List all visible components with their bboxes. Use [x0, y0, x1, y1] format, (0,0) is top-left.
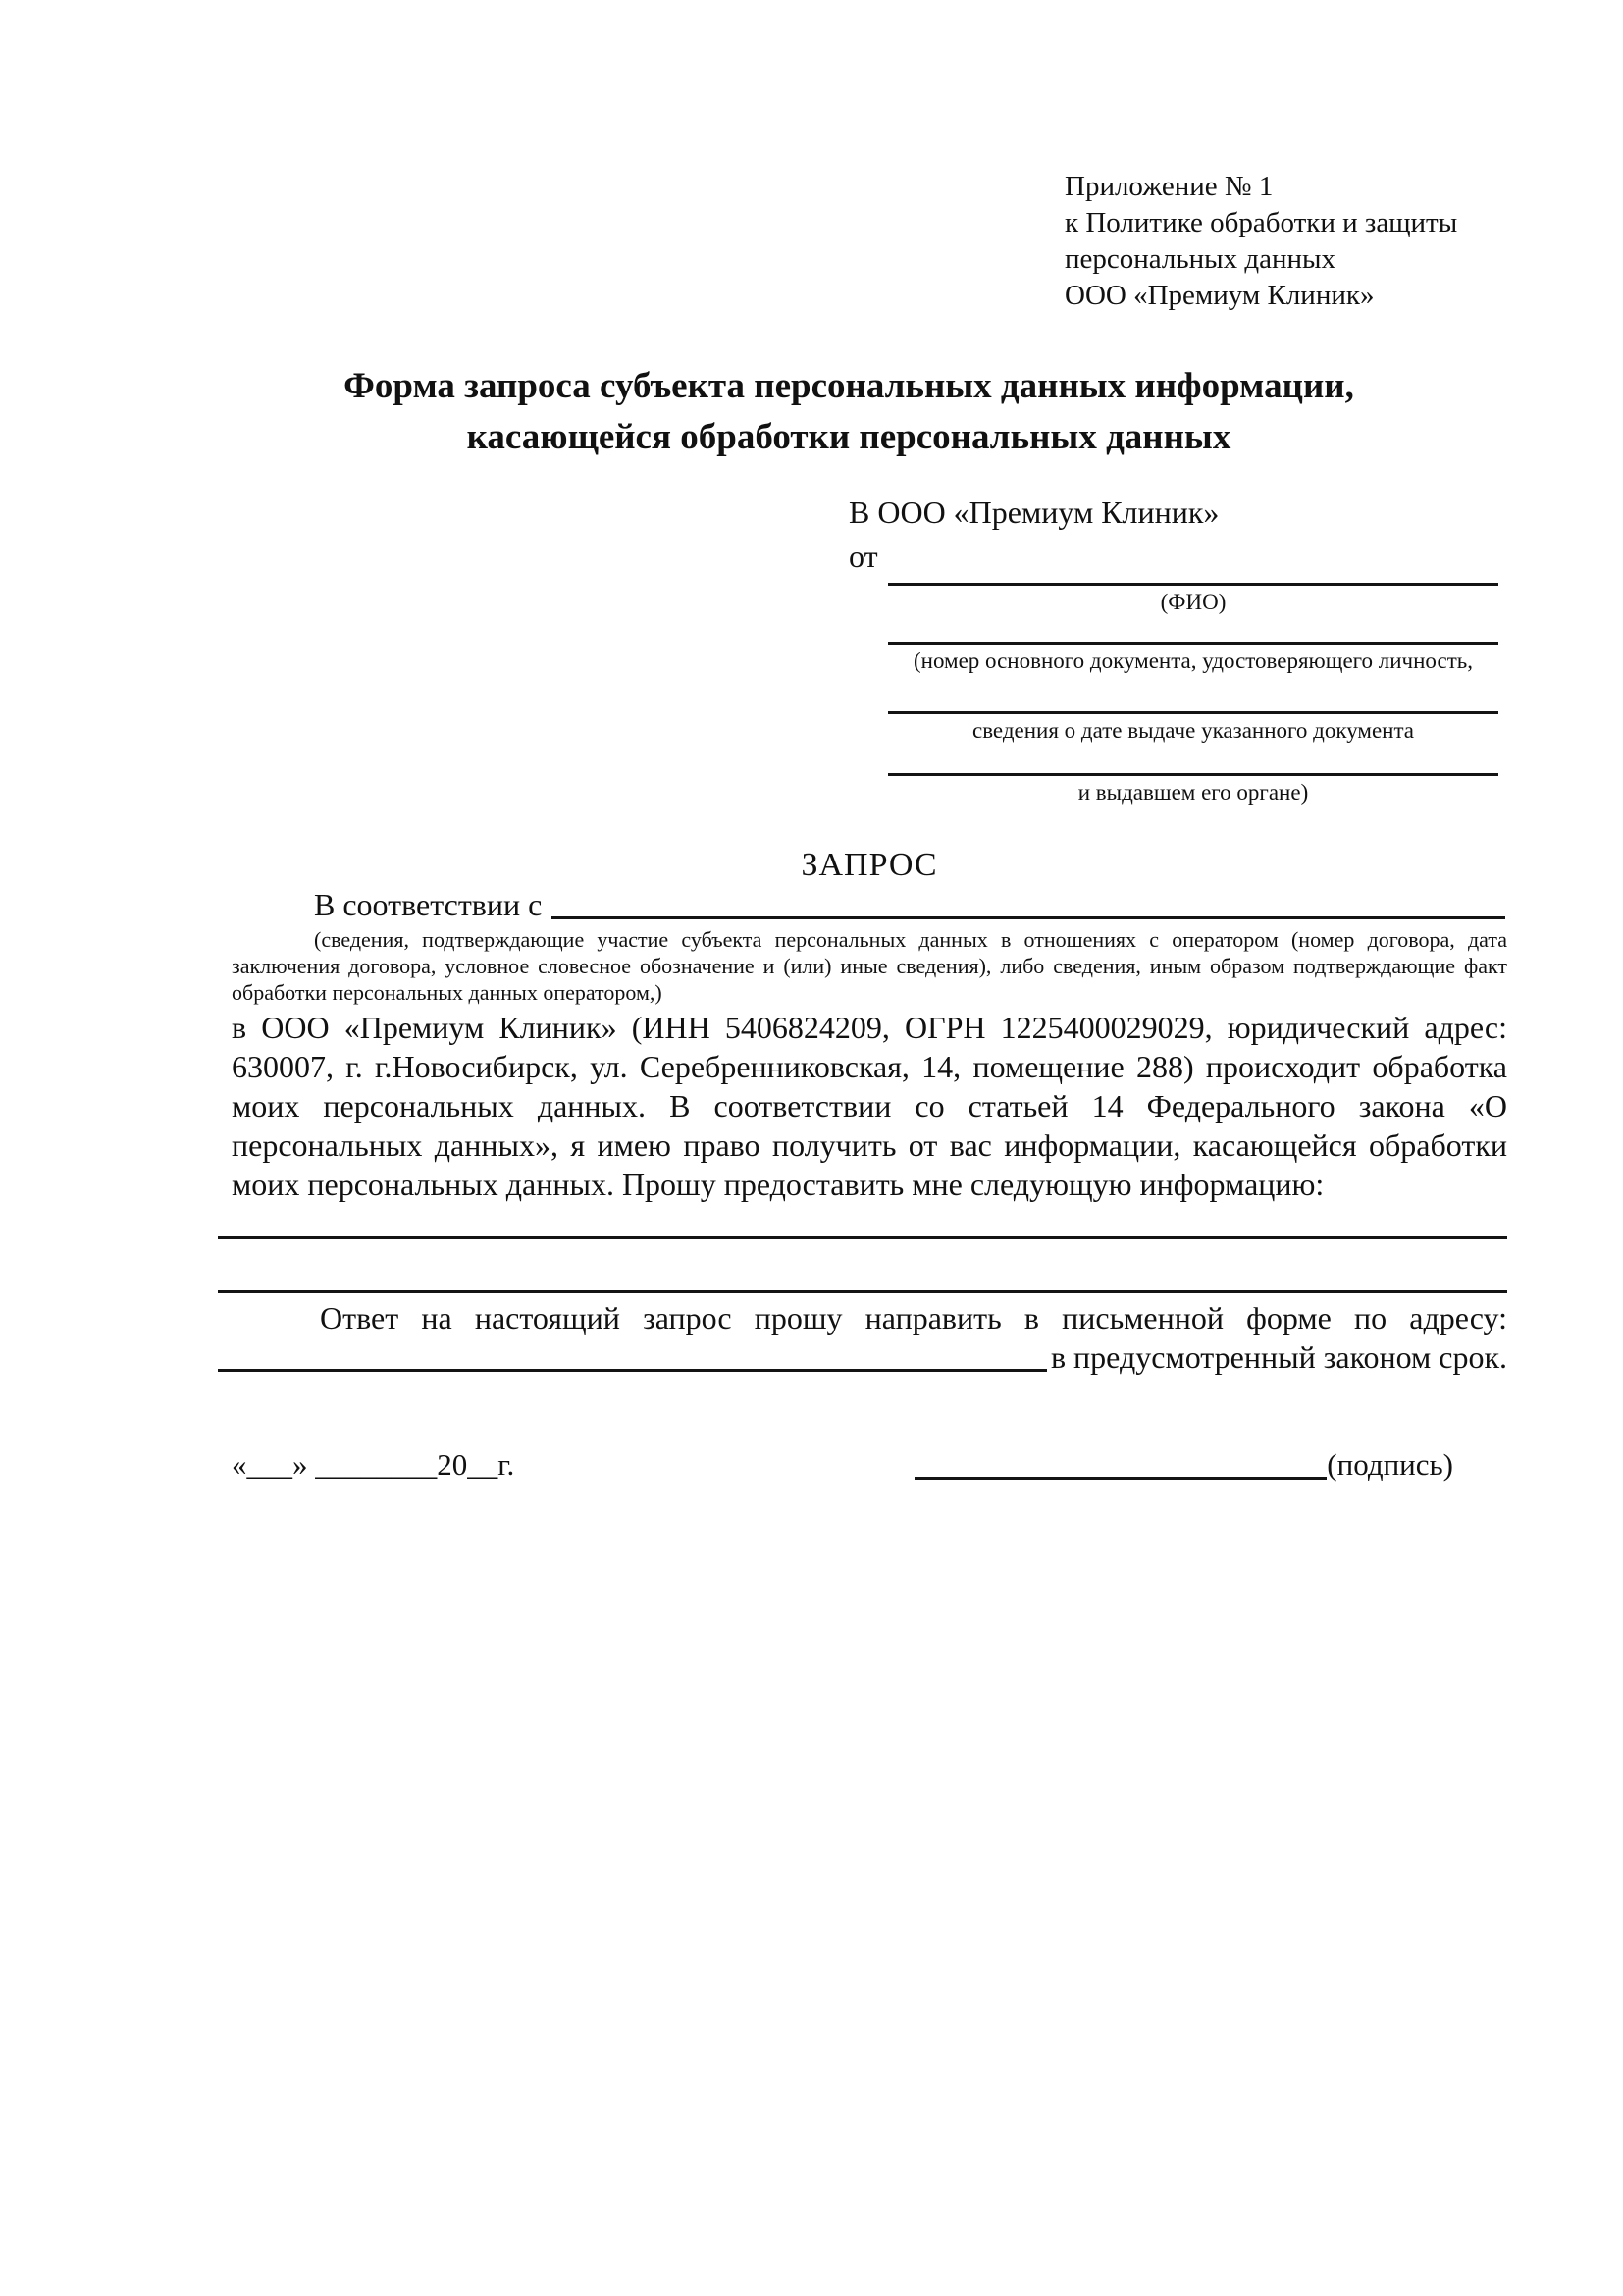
document-title-line: касающейся обработки персональных данных: [466, 417, 1231, 457]
signature-block: [915, 1445, 1453, 1485]
document-number-field-line[interactable]: [888, 638, 1498, 645]
document-number-caption: (номер основного документа, удостоверяющего личность,: [913, 649, 1473, 673]
signature-line[interactable]: [915, 1477, 1327, 1480]
request-body-paragraph: в ООО «Премиум Клиник» (ИНН 5406824209, ОГРН 1225400029029, юридический адрес: 630007, г. г.Новосибирск, ул. Серебренниковская, 14, помещение 288) происходит обработка моих персональных данных. В соответствии со статьей 14 Федерального закона «О персональных данных», я имею право получить от вас информации, касающейся обработки моих персональных данных. Прошу предоставить мне следующую информацию:: [232, 1010, 1507, 1202]
signature-caption: (подпись): [1327, 1447, 1453, 1482]
document-title-line: Форма запроса субъекта персональных данных информации,: [343, 366, 1354, 406]
info-request-line-2[interactable]: [218, 1290, 1507, 1293]
accordance-text: В соответствии с: [314, 887, 543, 922]
document-title: [232, 361, 1507, 463]
appendix-line: Приложение № 1: [1065, 171, 1274, 202]
fio-caption: (ФИО): [1160, 590, 1227, 614]
reply-paragraph: Ответ на настоящий запрос прошу направить в письменной форме по адресу:: [320, 1300, 1507, 1335]
appendix-block: [1065, 169, 1507, 314]
issuing-authority-caption: и выдавшем его органе): [1077, 780, 1309, 805]
issue-date-caption: сведения о дате выдаче указанного документа: [971, 718, 1415, 743]
info-request-line-1[interactable]: [218, 1236, 1507, 1239]
applicant-fields: [888, 579, 1498, 807]
address-field-line[interactable]: [218, 1369, 1047, 1372]
addressee-block: [849, 491, 1507, 579]
appendix-line: персональных данных: [1065, 243, 1336, 275]
appendix-line: к Политике обработки и защиты: [1065, 207, 1458, 238]
accordance-row: [232, 885, 1507, 924]
reply-suffix: в предусмотренный законом срок.: [1050, 1339, 1507, 1375]
note-text: (сведения, подтверждающие участие субъекта персональных данных в отношениях с оператором (номер договора, дата заключения договора, условное словесное обозначение и (или) иные сведения), либо сведения, иным образом подтверждающие факт обработки персональных данных оператором,): [232, 927, 1507, 1005]
addressee-org: В ООО «Премиум Клиник»: [849, 495, 1220, 530]
fio-field-line[interactable]: [888, 579, 1498, 586]
date-field[interactable]: «___» ________20__г.: [232, 1447, 515, 1482]
reply-address-row: [232, 1337, 1507, 1377]
issue-date-field-line[interactable]: [888, 707, 1498, 714]
issuing-authority-field-line[interactable]: [888, 769, 1498, 776]
appendix-line: ООО «Премиум Клиник»: [1065, 280, 1375, 311]
accordance-field-line[interactable]: [551, 916, 1505, 919]
date-signature-row: [232, 1445, 1507, 1485]
from-label: от: [849, 539, 878, 574]
request-heading: ЗАПРОС: [801, 847, 938, 883]
